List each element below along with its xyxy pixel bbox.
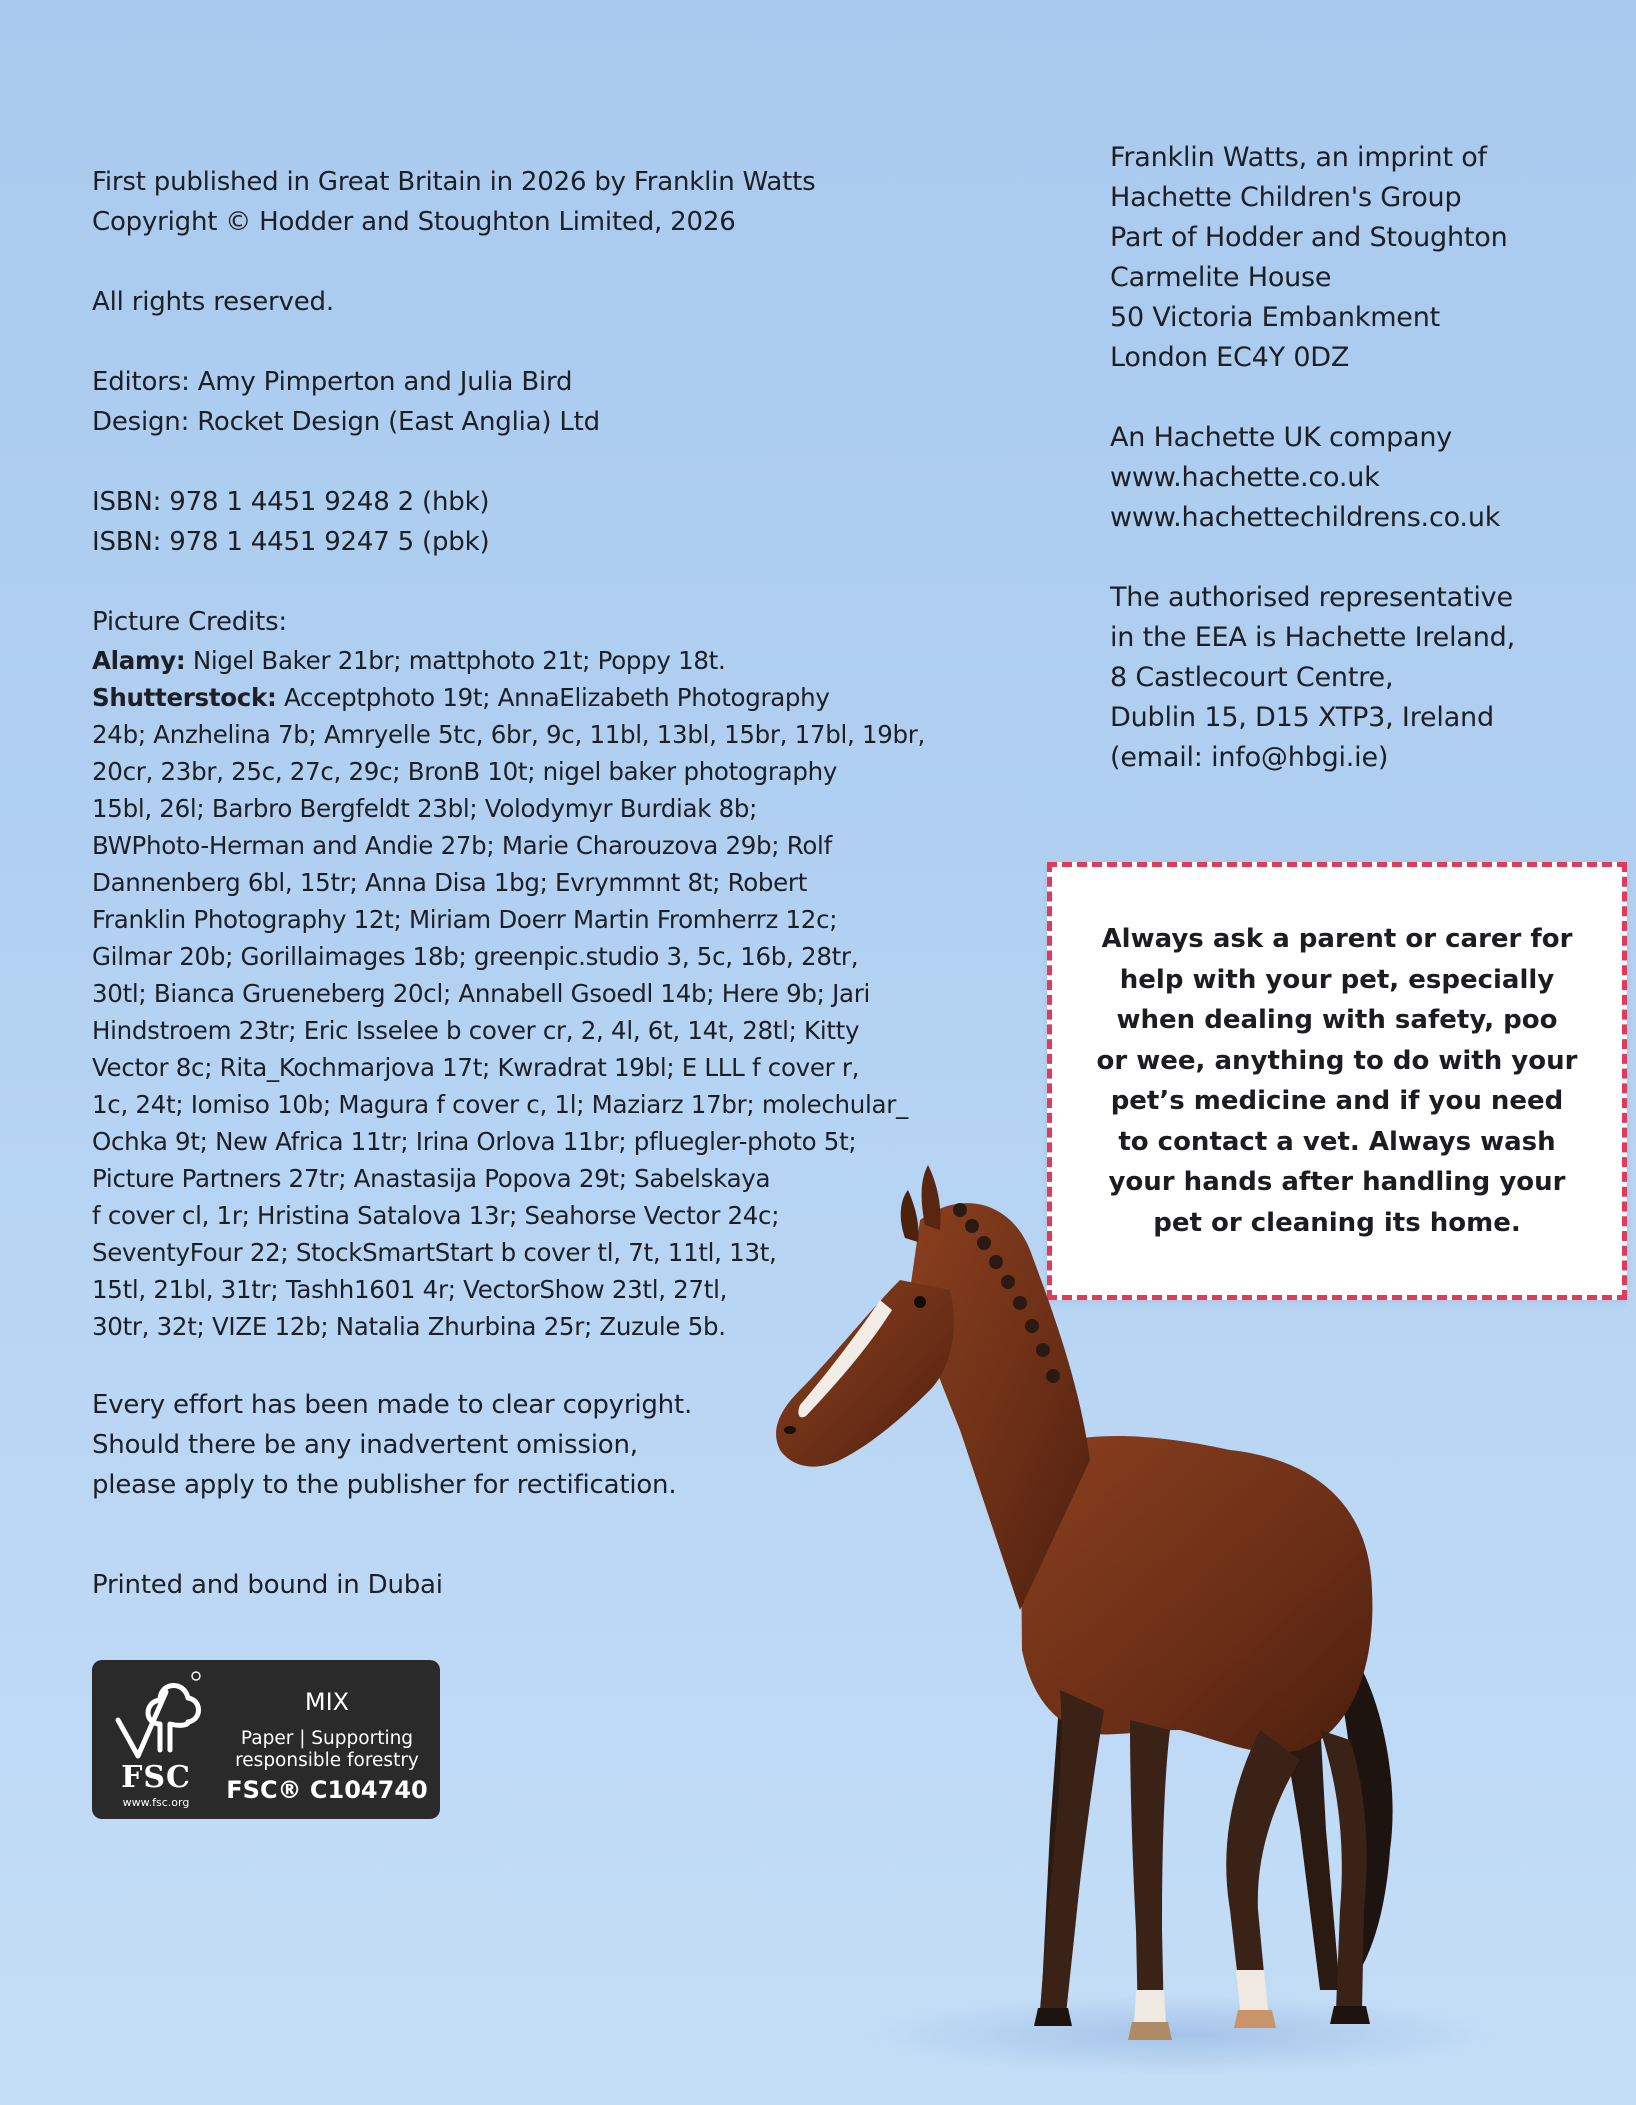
company-url: www.hachette.co.uk <box>1110 462 1380 493</box>
company-url: www.hachettechildrens.co.uk <box>1110 502 1501 533</box>
credit-line: Hindstroem 23tr; Eric Isselee b cover cr, 2, 4l, 6t, 14t, 28tl; Kitty <box>92 1016 860 1045</box>
eea-representative <box>1110 578 1590 778</box>
contributors <box>92 362 912 442</box>
notice-line: Every effort has been made to clear copyright. <box>92 1390 693 1420</box>
credit-line: 20cr, 23br, 25c, 27c, 29c; BronB 10t; nigel baker photography <box>92 757 838 786</box>
credit-line: Dannenberg 6bl, 15tr; Anna Disa 1bg; Evrymmnt 8t; Robert <box>92 868 808 897</box>
company-line: An Hachette UK company <box>1110 422 1453 453</box>
rights-text: All rights reserved. <box>92 287 334 317</box>
credit-line: SeventyFour 22; StockSmartStart b cover tl, 7t, 11tl, 13t, <box>92 1238 777 1267</box>
credit-line: 15bl, 26l; Barbro Bergfeldt 23bl; Volodymyr Burdiak 8b; <box>92 794 758 823</box>
horse-illustration <box>760 1130 1500 2080</box>
safety-line: your hands after handling your <box>1108 1167 1566 1197</box>
alamy-credits <box>92 642 912 679</box>
credit-line: 24b; Anzhelina 7b; Amryelle 5tc, 6br, 9c, 11bl, 13bl, 15br, 17bl, 19br, <box>92 720 926 749</box>
address-line: Part of Hodder and Stoughton <box>1110 222 1508 253</box>
safety-line: pet’s medicine and if you need <box>1110 1086 1564 1116</box>
credit-line: 30tr, 32t; VIZE 12b; Natalia Zhurbina 25r; Zuzule 5b. <box>92 1312 726 1341</box>
publisher-address <box>1110 138 1590 378</box>
credit-line: BWPhoto-Herman and Andie 27b; Marie Charouzova 29b; Rolf <box>92 831 832 860</box>
isbn-pbk: ISBN: 978 1 4451 9247 5 (pbk) <box>92 527 490 557</box>
alamy-text: Nigel Baker 21br; mattphoto 21t; Poppy 18t. <box>185 646 726 675</box>
credit-line: f cover cl, 1r; Hristina Satalova 13r; Seahorse Vector 24c; <box>92 1201 780 1230</box>
fsc-license-code: FSC® C104740 <box>226 1776 428 1804</box>
isbn-hbk: ISBN: 978 1 4451 9248 2 (hbk) <box>92 487 490 517</box>
safety-line: to contact a vet. Always wash <box>1118 1126 1556 1157</box>
safety-line: or wee, anything to do with your <box>1096 1045 1578 1076</box>
design-text: Design: Rocket Design (East Anglia) Ltd <box>92 407 600 437</box>
fsc-wordmark: FSC <box>121 1760 191 1795</box>
address-line: Franklin Watts, an imprint of <box>1110 142 1487 173</box>
rep-email: (email: info@hbgi.ie) <box>1110 742 1389 773</box>
shutterstock-label: Shutterstock: <box>92 683 277 712</box>
credit-line: Ochka 9t; New Africa 11tr; Irina Orlova 11br; pfluegler-photo 5t; <box>92 1127 857 1156</box>
isbn-block <box>92 482 912 562</box>
rep-line: Dublin 15, D15 XTP3, Ireland <box>1110 702 1494 733</box>
rep-line: The authorised representative <box>1110 582 1513 613</box>
address-line: Carmelite House <box>1110 262 1332 293</box>
copyright-line: Copyright © Hodder and Stoughton Limited, 2026 <box>92 207 736 237</box>
address-line: Hachette Children's Group <box>1110 182 1462 213</box>
credit-line: 15tl, 21bl, 31tr; Tashh1601 4r; VectorShow 23tl, 27tl, <box>92 1275 728 1304</box>
editors-text: Editors: Amy Pimperton and Julia Bird <box>92 367 573 397</box>
safety-line: Always ask a parent or carer for <box>1101 924 1573 954</box>
credit-line: Picture Partners 27tr; Anastasija Popova 29t; Sabelskaya <box>92 1164 771 1193</box>
shutterstock-first: Acceptphoto 19t; AnnaElizabeth Photography <box>276 683 830 712</box>
fsc-logo <box>92 1660 440 1819</box>
fsc-description <box>220 1728 434 1772</box>
picture-credits-heading: Picture Credits: <box>92 607 287 637</box>
credit-line: 1c, 24t; Iomiso 10b; Magura f cover c, 1l; Maziarz 17br; molechular_ <box>92 1090 908 1119</box>
address-line: 50 Victoria Embankment <box>1110 302 1441 333</box>
publisher-company <box>1110 418 1590 538</box>
credit-line: Franklin Photography 12t; Miriam Doerr Martin Fromherrz 12c; <box>92 905 838 934</box>
address-line: London EC4Y 0DZ <box>1110 342 1350 373</box>
rights-reserved <box>92 282 912 322</box>
notice-line: please apply to the publisher for rectification. <box>92 1470 677 1500</box>
fsc-site: www.fsc.org <box>122 1796 190 1809</box>
first-published-line: First published in Great Britain in 2026 by Franklin Watts <box>92 167 816 197</box>
credit-line: Vector 8c; Rita_Kochmarjova 17t; Kwradrat 19bl; E LLL f cover r, <box>92 1053 860 1082</box>
safety-line: when dealing with safety, poo <box>1116 1005 1558 1035</box>
first-published <box>92 162 912 242</box>
fsc-desc-line: responsible forestry <box>235 1750 419 1771</box>
credit-line: Gilmar 20b; Gorillaimages 18b; greenpic.studio 3, 5c, 16b, 28tr, <box>92 942 859 971</box>
rep-line: in the EEA is Hachette Ireland, <box>1110 622 1515 653</box>
alamy-label: Alamy: <box>92 646 186 675</box>
shutterstock-credits <box>92 679 912 716</box>
publisher-column <box>1110 138 1590 818</box>
fsc-desc-line: Paper | Supporting <box>240 1728 414 1749</box>
safety-line: pet or cleaning its home. <box>1153 1207 1521 1238</box>
fsc-mix-label: MIX <box>304 1688 350 1716</box>
printed-text: Printed and bound in Dubai <box>92 1570 443 1600</box>
credit-line: 30tl; Bianca Grueneberg 20cl; Annabell Gsoedl 14b; Here 9b; Jari <box>92 979 870 1008</box>
safety-line: help with your pet, especially <box>1119 964 1555 995</box>
notice-line: Should there be any inadvertent omission, <box>92 1430 638 1460</box>
rep-line: 8 Castlecourt Centre, <box>1110 662 1394 693</box>
